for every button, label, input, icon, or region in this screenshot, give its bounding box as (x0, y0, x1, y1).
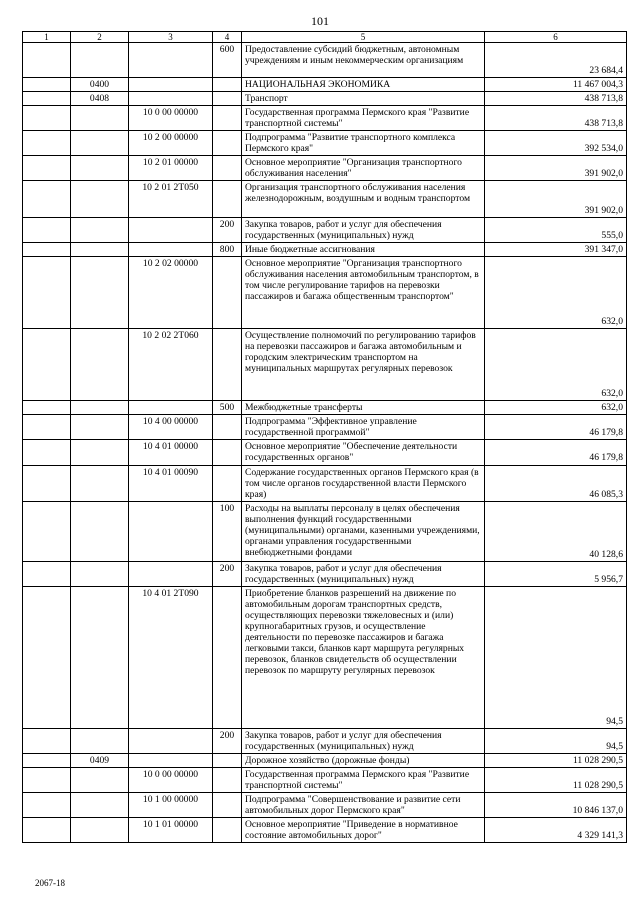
cell-c4 (213, 586, 242, 728)
cell-c6: 10 846 137,0 (485, 792, 627, 817)
cell-c2 (71, 401, 129, 415)
cell-c6: 40 128,6 (485, 501, 627, 561)
cell-c6: 11 467 004,3 (485, 78, 627, 92)
column-number-row (23, 32, 627, 43)
table-row (23, 817, 627, 842)
table-row (23, 243, 627, 257)
cell-c6: 438 713,8 (485, 106, 627, 131)
cell-c5: Подпрограмма "Совершенствование и развитие сети автомобильных дорог Пермского края" (242, 792, 485, 817)
cell-c1 (23, 817, 71, 842)
cell-c2 (71, 767, 129, 792)
cell-c1 (23, 257, 71, 329)
cell-c5: Государственная программа Пермского края "Развитие транспортной системы" (242, 106, 485, 131)
cell-c4 (213, 106, 242, 131)
cell-c4 (213, 329, 242, 401)
cell-c6: 632,0 (485, 329, 627, 401)
cell-c1 (23, 92, 71, 106)
cell-c1 (23, 218, 71, 243)
cell-c2 (71, 728, 129, 753)
cell-c6: 391 902,0 (485, 181, 627, 218)
cell-c3 (129, 43, 213, 78)
cell-c1 (23, 465, 71, 501)
cell-c4 (213, 257, 242, 329)
cell-c2: 0408 (71, 92, 129, 106)
cell-c3: 10 2 00 00000 (129, 131, 213, 156)
table-row (23, 156, 627, 181)
cell-c1 (23, 728, 71, 753)
cell-c2 (71, 43, 129, 78)
cell-c2 (71, 586, 129, 728)
cell-c3: 10 1 01 00000 (129, 817, 213, 842)
cell-c5: Основное мероприятие "Организация транспортного обслуживания населения автомобильным транспортом, в том числе регулирование тарифов на перевозки пассажиров и багажа общественным транспортом" (242, 257, 485, 329)
table-row (23, 92, 627, 106)
table-row (23, 792, 627, 817)
cell-c3 (129, 78, 213, 92)
cell-c4: 100 (213, 501, 242, 561)
cell-c6: 11 028 290,5 (485, 767, 627, 792)
cell-c5: НАЦИОНАЛЬНАЯ ЭКОНОМИКА (242, 78, 485, 92)
cell-c3: 10 0 00 00000 (129, 106, 213, 131)
cell-c5: Предоставление субсидий бюджетным, автономным учреждениям и иным некоммерческим организациям (242, 43, 485, 78)
table-row (23, 753, 627, 767)
cell-c2 (71, 817, 129, 842)
cell-c5: Закупка товаров, работ и услуг для обеспечения государственных (муниципальных) нужд (242, 218, 485, 243)
cell-c6: 94,5 (485, 728, 627, 753)
cell-c2 (71, 218, 129, 243)
cell-c5: Основное мероприятие "Приведение в нормативное состояние автомобильных дорог" (242, 817, 485, 842)
column-header: 6 (485, 32, 627, 43)
cell-c3: 10 4 01 00090 (129, 465, 213, 501)
cell-c5: Подпрограмма "Эффективное управление государственной программой" (242, 415, 485, 440)
cell-c2 (71, 561, 129, 586)
table-row (23, 218, 627, 243)
cell-c5: Расходы на выплаты персоналу в целях обеспечения выполнения функций государственными (муниципальными) органами, казенными учреждениями, органами управления государственными внебюджетными фондами (242, 501, 485, 561)
budget-table (22, 31, 627, 843)
table-row (23, 440, 627, 465)
cell-c4: 200 (213, 218, 242, 243)
cell-c3 (129, 243, 213, 257)
cell-c4 (213, 440, 242, 465)
table-row (23, 767, 627, 792)
cell-c5: Закупка товаров, работ и услуг для обеспечения государственных (муниципальных) нужд (242, 561, 485, 586)
cell-c3: 10 2 02 2Т060 (129, 329, 213, 401)
cell-c2 (71, 257, 129, 329)
cell-c1 (23, 753, 71, 767)
cell-c2: 0409 (71, 753, 129, 767)
cell-c4 (213, 792, 242, 817)
table-row (23, 465, 627, 501)
cell-c4: 800 (213, 243, 242, 257)
cell-c6: 11 028 290,5 (485, 753, 627, 767)
cell-c1 (23, 243, 71, 257)
cell-c6: 391 347,0 (485, 243, 627, 257)
cell-c1 (23, 78, 71, 92)
page-number: 101 (311, 14, 329, 28)
cell-c3: 10 2 01 00000 (129, 156, 213, 181)
cell-c6: 46 085,3 (485, 465, 627, 501)
cell-c3 (129, 753, 213, 767)
cell-c1 (23, 43, 71, 78)
cell-c6: 94,5 (485, 586, 627, 728)
cell-c2 (71, 131, 129, 156)
column-header: 5 (242, 32, 485, 43)
cell-c1 (23, 767, 71, 792)
cell-c3: 10 0 00 00000 (129, 767, 213, 792)
cell-c2 (71, 243, 129, 257)
cell-c6: 391 902,0 (485, 156, 627, 181)
cell-c5: Транспорт (242, 92, 485, 106)
cell-c1 (23, 329, 71, 401)
cell-c1 (23, 181, 71, 218)
cell-c2 (71, 440, 129, 465)
cell-c4 (213, 181, 242, 218)
cell-c5: Государственная программа Пермского края "Развитие транспортной системы" (242, 767, 485, 792)
cell-c5: Организация транспортного обслуживания населения железнодорожным, воздушным и водным транспортом (242, 181, 485, 218)
cell-c1 (23, 131, 71, 156)
column-header: 4 (213, 32, 242, 43)
cell-c1 (23, 106, 71, 131)
column-header: 1 (23, 32, 71, 43)
cell-c5: Основное мероприятие "Обеспечение деятельности государственных органов" (242, 440, 485, 465)
cell-c2 (71, 156, 129, 181)
cell-c4 (213, 415, 242, 440)
cell-c3: 10 4 01 2Т090 (129, 586, 213, 728)
table-row (23, 78, 627, 92)
cell-c5: Иные бюджетные ассигнования (242, 243, 485, 257)
cell-c6: 23 684,4 (485, 43, 627, 78)
cell-c3 (129, 561, 213, 586)
table-row (23, 181, 627, 218)
cell-c4: 500 (213, 401, 242, 415)
cell-c1 (23, 501, 71, 561)
table-row (23, 415, 627, 440)
table-row (23, 586, 627, 728)
cell-c6: 46 179,8 (485, 440, 627, 465)
cell-c4: 600 (213, 43, 242, 78)
table-row (23, 501, 627, 561)
cell-c3: 10 2 01 2Т050 (129, 181, 213, 218)
cell-c2: 0400 (71, 78, 129, 92)
cell-c2 (71, 792, 129, 817)
cell-c4 (213, 753, 242, 767)
cell-c6: 632,0 (485, 401, 627, 415)
cell-c2 (71, 415, 129, 440)
cell-c5: Содержание государственных органов Пермского края (в том числе органов государственной власти Пермского края) (242, 465, 485, 501)
table-row (23, 106, 627, 131)
cell-c6: 438 713,8 (485, 92, 627, 106)
table-row (23, 131, 627, 156)
table-row (23, 401, 627, 415)
column-header: 3 (129, 32, 213, 43)
cell-c4: 200 (213, 728, 242, 753)
table-row (23, 43, 627, 78)
cell-c4 (213, 131, 242, 156)
cell-c3 (129, 218, 213, 243)
cell-c2 (71, 465, 129, 501)
cell-c6: 46 179,8 (485, 415, 627, 440)
cell-c1 (23, 156, 71, 181)
column-header: 2 (71, 32, 129, 43)
cell-c5: Основное мероприятие "Организация транспортного обслуживания населения" (242, 156, 485, 181)
cell-c2 (71, 181, 129, 218)
cell-c6: 392 534,0 (485, 131, 627, 156)
cell-c4: 200 (213, 561, 242, 586)
cell-c1 (23, 415, 71, 440)
cell-c5: Подпрограмма "Развитие транспортного комплекса Пермского края" (242, 131, 485, 156)
cell-c5: Приобретение бланков разрешений на движение по автомобильным дорогам транспортных средств, осуществляющих перевозки тяжеловесных и (или) крупногабаритных грузов, и осуществление деятельности по перевозке пассажиров и багажа легковыми такси, бланков карт маршрута регулярных перевозок, бланков свидетельств об осуществлении перевозок по маршруту регулярных перевозок (242, 586, 485, 728)
table-row (23, 257, 627, 329)
cell-c3 (129, 401, 213, 415)
cell-c1 (23, 440, 71, 465)
cell-c4 (213, 767, 242, 792)
cell-c2 (71, 329, 129, 401)
cell-c3 (129, 728, 213, 753)
cell-c6: 4 329 141,3 (485, 817, 627, 842)
cell-c6: 5 956,7 (485, 561, 627, 586)
cell-c1 (23, 561, 71, 586)
cell-c3: 10 2 02 00000 (129, 257, 213, 329)
table-row (23, 329, 627, 401)
cell-c3 (129, 501, 213, 561)
table-row (23, 561, 627, 586)
cell-c5: Межбюджетные трансферты (242, 401, 485, 415)
cell-c4 (213, 465, 242, 501)
cell-c5: Осуществление полномочий по регулированию тарифов на перевозки пассажиров и багажа автомобильным и городским электрическим транспортом на муниципальных маршрутах регулярных перевозок (242, 329, 485, 401)
cell-c2 (71, 106, 129, 131)
cell-c2 (71, 501, 129, 561)
table-row (23, 728, 627, 753)
cell-c4 (213, 156, 242, 181)
cell-c4 (213, 92, 242, 106)
cell-c3: 10 1 00 00000 (129, 792, 213, 817)
cell-c6: 555,0 (485, 218, 627, 243)
cell-c6: 632,0 (485, 257, 627, 329)
cell-c1 (23, 586, 71, 728)
document-code: 2067-18 (35, 878, 65, 888)
cell-c1 (23, 401, 71, 415)
cell-c4 (213, 78, 242, 92)
cell-c3: 10 4 01 00000 (129, 440, 213, 465)
cell-c4 (213, 817, 242, 842)
cell-c5: Закупка товаров, работ и услуг для обеспечения государственных (муниципальных) нужд (242, 728, 485, 753)
cell-c3 (129, 92, 213, 106)
cell-c5: Дорожное хозяйство (дорожные фонды) (242, 753, 485, 767)
cell-c1 (23, 792, 71, 817)
cell-c3: 10 4 00 00000 (129, 415, 213, 440)
